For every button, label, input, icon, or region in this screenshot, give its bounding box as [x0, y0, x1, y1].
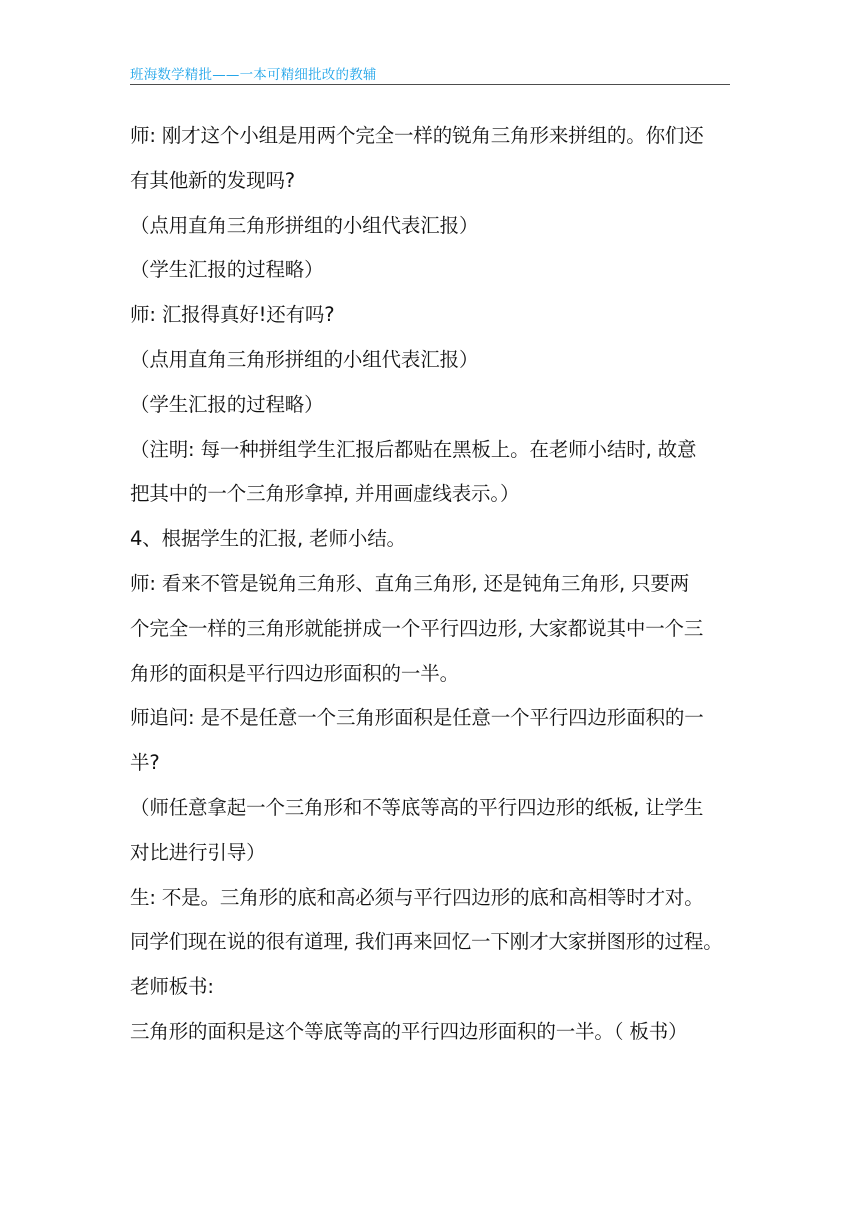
- text-line: 同学们现在说的很有道理, 我们再来回忆一下刚才大家拼图形的过程。: [130, 930, 723, 954]
- text-line: （师任意拿起一个三角形和不等底等高的平行四边形的纸板, 让学生: [130, 795, 704, 819]
- document-body: [130, 114, 730, 1055]
- page-header: [130, 62, 730, 85]
- text-line: 师: 汇报得真好!还有吗?: [130, 303, 335, 327]
- text-line: （学生汇报的过程略）: [130, 258, 324, 282]
- text-line: 老师板书:: [130, 975, 214, 999]
- header-title: 班海数学精批——一本可精细批改的教辅: [130, 67, 377, 83]
- text-line: 师: 看来不管是锐角三角形、直角三角形, 还是钝角三角形, 只要两: [130, 571, 690, 595]
- text-line: 师追问: 是不是任意一个三角形面积是任意一个平行四边形面积的一: [130, 706, 704, 730]
- text-line: 把其中的一个三角形拿掉, 并用画虚线表示。）: [130, 482, 520, 506]
- text-line: 个完全一样的三角形就能拼成一个平行四边形, 大家都说其中一个三: [130, 616, 704, 640]
- text-line: （点用直角三角形拼组的小组代表汇报）: [130, 347, 479, 371]
- text-line: （学生汇报的过程略）: [130, 392, 324, 416]
- text-line: （点用直角三角形拼组的小组代表汇报）: [130, 213, 479, 237]
- text-line: 对比进行引导）: [130, 840, 266, 864]
- text-line: 三角形的面积是这个等底等高的平行四边形面积的一半。（ 板书）: [130, 1019, 688, 1043]
- text-line: 4、根据学生的汇报, 老师小结。: [130, 527, 406, 551]
- text-line: （注明: 每一种拼组学生汇报后都贴在黑板上。在老师小结时, 故意: [130, 437, 697, 461]
- text-line: 师: 刚才这个小组是用两个完全一样的锐角三角形来拼组的。你们还: [130, 124, 704, 147]
- text-line: 有其他新的发现吗?: [130, 168, 296, 192]
- text-line: 角形的面积是平行四边形面积的一半。: [130, 661, 459, 685]
- text-line: 半?: [130, 751, 160, 775]
- text-line: 生: 不是。三角形的底和高必须与平行四边形的底和高相等时才对。: [130, 885, 704, 909]
